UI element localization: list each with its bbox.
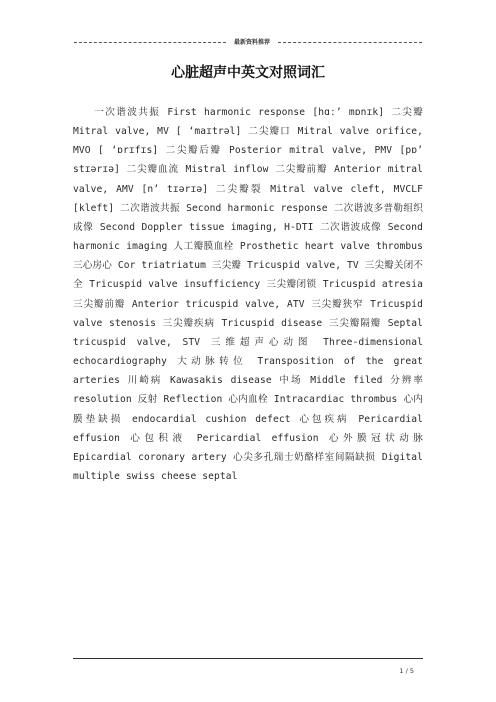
page-number: 1 / 5 <box>399 667 414 675</box>
document-body <box>73 103 423 486</box>
header-dashes-left <box>74 42 226 43</box>
header-banner <box>74 38 422 48</box>
body-paragraph: 一次谐波共振 First harmonic response [hɑː’ mɒnɪk] 二尖瓣 Mitral valve, MV [ ‘maɪtrəl] 二尖瓣口 Mitral valve orifice, MVO [ ‘ɒrɪfɪs] 二尖瓣后瓣 Posterior mitral valve, PMV [pɒ’ stɪərɪə] 二尖瓣血流 Mistral inflow 二尖瓣前瓣 Anterior mitral valve, AMV [n’ tɪərɪə] 二尖瓣裂 Mitral valve cleft, MVCLF [kleft] 二次谐波共振 Second harmonic response 二次谐波多普勒组织成像 Second Doppler tissue imaging, H-DTI 二次谐波成像 Second harmonic imaging 人工瓣膜血栓 Prosthetic heart valve thrombus 三心房心 Cor triatriatum 三尖瓣 Tricuspid valve, TV 三尖瓣关闭不全 Tricuspid valve insufficiency 三尖瓣闭锁 Tricuspid atresia 三尖瓣前瓣 Anterior tricuspid valve, ATV 三尖瓣狭窄 Tricuspid valve stenosis 三尖瓣疾病 Tricuspid disease 三尖瓣隔瓣 Septal tricuspid valve, STV 三维超声心动图 Three-dimensional echocardiography 大动脉转位 Transposition of the great arteries 川崎病 Kawasakis disease 中场 Middle filed 分辨率 resolution 反射 Reflection 心内血栓 Intracardiac thrombus 心内膜垫缺损 endocardial cushion defect 心包疾病 Pericardial effusion 心包积液 Pericardial effusion 心外膜冠状动脉 Epicardial coronary artery 心尖多孔瑞士奶酪样室间隔缺损 Digital multiple swiss cheese septal <box>73 107 423 482</box>
header-dashes-right <box>278 42 422 43</box>
header-label: 最新资料推荐 <box>233 39 270 46</box>
footer-rule <box>73 658 423 659</box>
document-title: 心脏超声中英文对照词汇 <box>171 65 325 81</box>
